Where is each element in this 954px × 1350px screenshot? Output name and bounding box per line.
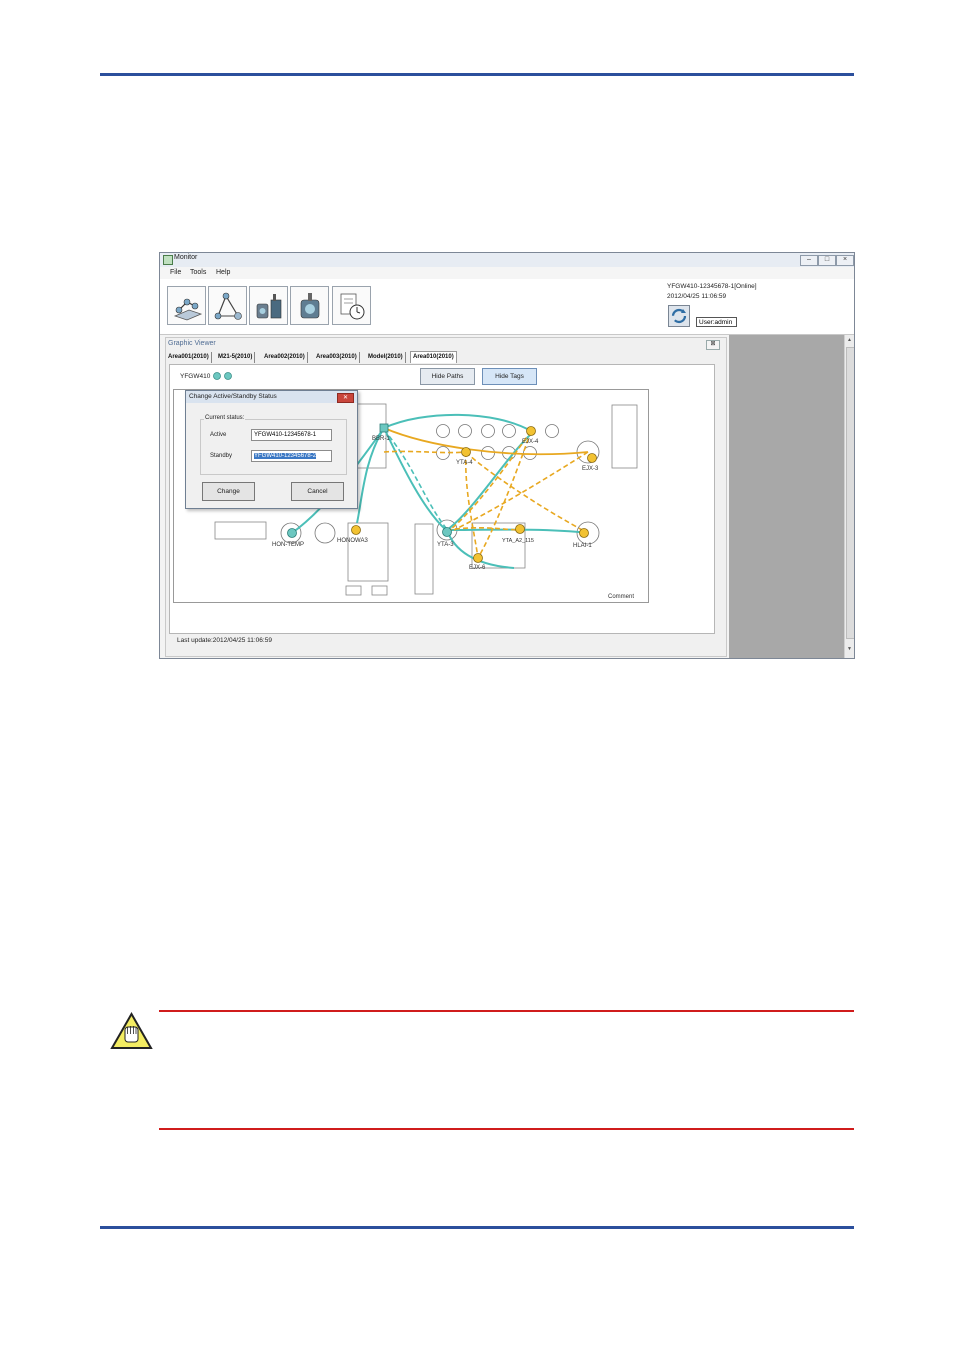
cancel-button[interactable]: Cancel bbox=[291, 482, 344, 501]
gateway-icon bbox=[294, 290, 326, 322]
menu-bar bbox=[160, 267, 854, 279]
device-label: EJX-6 bbox=[469, 565, 486, 571]
refresh-icon bbox=[669, 306, 689, 326]
window-title: Monitor bbox=[174, 254, 198, 261]
tab-area003[interactable]: Area003(2010) bbox=[316, 352, 360, 363]
device-label: YTA-4 bbox=[456, 460, 473, 466]
device-label: HON-TEMP bbox=[272, 542, 304, 548]
gateway-label: YFGW410 bbox=[180, 373, 211, 380]
toolbar bbox=[160, 279, 854, 335]
graphic-viewer-title: Graphic Viewer bbox=[168, 340, 216, 347]
menu-file[interactable]: File bbox=[170, 269, 182, 276]
device-label: BBR-1 bbox=[372, 436, 390, 442]
tab-area001[interactable]: Area001(2010) bbox=[168, 352, 212, 363]
gateway-status-icons bbox=[212, 371, 234, 381]
close-button[interactable]: × bbox=[836, 255, 854, 266]
title-bar bbox=[160, 253, 854, 268]
caution-icon bbox=[110, 1012, 153, 1050]
dialog-title-bar bbox=[186, 391, 357, 403]
network-icon bbox=[171, 290, 203, 322]
tab-m21-5[interactable]: M21-5(2010) bbox=[218, 352, 255, 363]
monitor-app-icon bbox=[163, 255, 173, 265]
network-button[interactable] bbox=[167, 286, 206, 325]
topology-icon bbox=[212, 290, 244, 322]
standby-label: Standby bbox=[210, 453, 233, 459]
caution-bottom-rule bbox=[159, 1128, 854, 1130]
dialog-title: Change Active/Standby Status bbox=[189, 393, 277, 400]
gateway-button[interactable] bbox=[290, 286, 329, 325]
topology-button[interactable] bbox=[208, 286, 247, 325]
menu-tools[interactable]: Tools bbox=[190, 269, 207, 276]
current-status-label: Current status: bbox=[205, 415, 245, 421]
graphic-viewer-close-button[interactable]: ⊠ bbox=[706, 340, 720, 350]
tab-area010[interactable]: Area010(2010) bbox=[410, 351, 457, 363]
device-label: EJX-4 bbox=[522, 439, 539, 445]
hide-paths-button[interactable]: Hide Paths bbox=[420, 368, 475, 385]
menu-help[interactable]: Help bbox=[216, 269, 231, 276]
device-label: YTA-3 bbox=[437, 542, 454, 548]
change-status-dialog bbox=[185, 390, 358, 509]
minimize-button[interactable]: – bbox=[800, 255, 818, 266]
refresh-button[interactable] bbox=[668, 305, 690, 327]
active-field[interactable]: YFGW410-12345678-1 bbox=[251, 429, 332, 441]
scroll-down-icon[interactable]: ▼ bbox=[847, 646, 852, 652]
standby-field[interactable]: YFGW410-12345678-2 bbox=[251, 450, 332, 462]
vertical-scrollbar[interactable] bbox=[844, 335, 855, 658]
caution-top-rule bbox=[159, 1010, 854, 1012]
device-label: EJX-3 bbox=[582, 466, 599, 472]
dialog-close-button[interactable]: ✕ bbox=[337, 393, 354, 403]
history-button[interactable] bbox=[332, 286, 371, 325]
device-label: YTA_A2_115 bbox=[502, 538, 534, 544]
comment-label: Comment bbox=[608, 594, 635, 600]
gateway-status: YFGW410-12345678-1[Online] bbox=[667, 283, 757, 290]
history-icon bbox=[336, 290, 368, 322]
device-icon bbox=[253, 290, 285, 322]
device-button[interactable] bbox=[249, 286, 288, 325]
tab-model[interactable]: Model(2010) bbox=[368, 352, 406, 363]
status-timestamp: 2012/04/25 11:06:59 bbox=[667, 293, 727, 300]
hide-tags-button[interactable]: Hide Tags bbox=[482, 368, 537, 385]
top-rule bbox=[100, 73, 854, 76]
scroll-up-icon[interactable]: ▲ bbox=[847, 337, 852, 343]
current-status-group bbox=[200, 419, 347, 475]
maximize-button[interactable]: □ bbox=[818, 255, 836, 266]
change-button[interactable]: Change bbox=[202, 482, 255, 501]
device-label: HLAI-1 bbox=[573, 543, 592, 549]
tab-area002[interactable]: Area002(2010) bbox=[264, 352, 308, 363]
empty-workspace bbox=[729, 335, 844, 658]
bottom-rule bbox=[100, 1226, 854, 1229]
monitor-window bbox=[159, 252, 855, 659]
last-update: Last update:2012/04/25 11:06:59 bbox=[177, 637, 272, 644]
scroll-thumb[interactable] bbox=[846, 347, 855, 639]
active-label: Active bbox=[210, 432, 227, 438]
device-label: HONOWA3 bbox=[337, 538, 368, 544]
user-indicator: User:admin bbox=[696, 317, 737, 327]
